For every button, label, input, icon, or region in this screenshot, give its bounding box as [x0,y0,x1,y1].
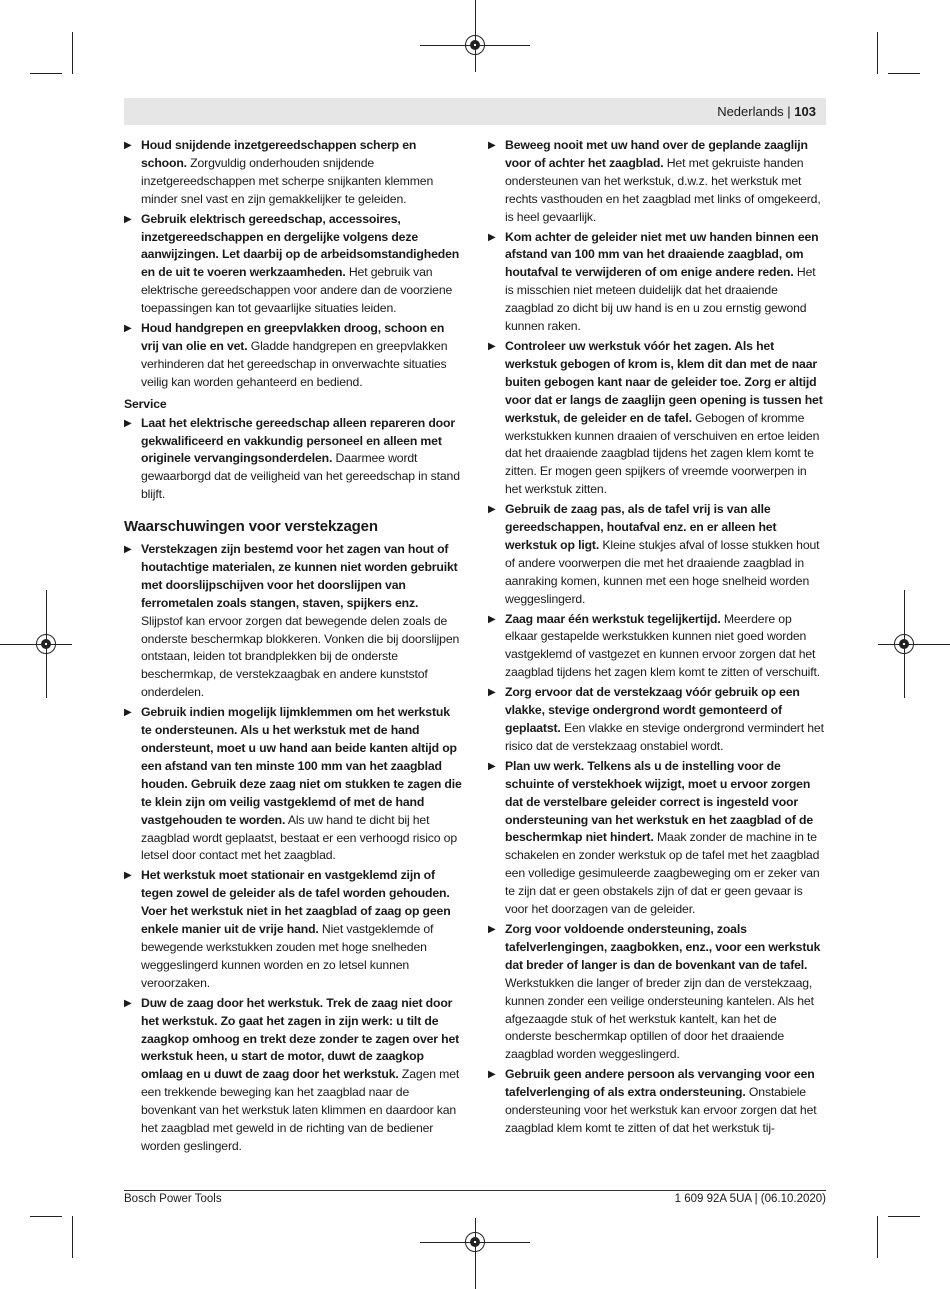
list-item [488,137,826,227]
page-header [717,104,816,119]
footer-document-number: 1 609 92A 5UA | (06.10.2020) [674,1193,826,1205]
service-heading: Service [124,396,167,411]
bullet-arrow-icon: ▶ [124,544,132,556]
crop-mark [30,1216,62,1217]
left-column [124,137,463,1158]
bullet-arrow-icon: ▶ [124,213,132,225]
bullet-arrow-icon: ▶ [488,1069,496,1081]
item-body-text: Een vlakke en stevige ondergrond vermindert het risico dat de verstekzaag onstabiel wordt. [505,721,824,753]
crop-mark [72,1216,73,1258]
miter-saw-warnings-list [124,541,463,1156]
page-number: 103 [794,104,816,119]
bullet-arrow-icon: ▶ [124,997,132,1009]
bullet-arrow-icon: ▶ [488,613,496,625]
crop-mark [30,73,62,74]
item-bold-text: Plan uw werk. Telkens als u de instelling voor de schuinte of verstekhoek wijzigt, moet u ervoor zorgen dat de verstelbare geleider correct is ingesteld voor ondersteuning van het werkstuk en het zaagblad of de beschermkap niet hindert. [505,758,814,845]
header-language: Nederlands [717,104,784,119]
item-body-text: Het is misschien niet meteen duidelijk dat het draaiende zaagblad zo dicht bij uw hand is en u zou ernstig gewond kunnen raken. [505,265,816,334]
bullet-arrow-icon: ▶ [488,923,496,935]
registration-target-icon [36,634,56,654]
item-bold-text: Controleer uw werkstuk vóór het zagen. Als het werkstuk gebogen of krom is, klem dit dan met de naar buiten gebogen kant naar de geleider toe. Zorg er altijd voor dat er langs de zaaglijn geen opening is tussen het werkstuk, de geleider en de tafel. [505,338,823,425]
list-item [124,211,463,318]
item-body-text: Werkstukken die langer of breder zijn dan de verstekzaag, kunnen zonder een veilige ondersteuning kantelen. Als het afgezaagde stuk of het werkstuk kantelt, kan het de onderste beschermkap optillen of door het draaiende zaagblad worden weggeslingerd. [505,975,814,1062]
bullet-arrow-icon: ▶ [124,140,132,151]
item-bold-text: Gebruik elektrisch gereedschap, accessoires, inzetgereedschappen en dergelijke volgens deze aanwijzingen. Let daarbij op de arbeidsomstandigheden en de uit te voeren werkzaamheden. [141,211,460,280]
item-bold-text: Houd snijdende inzetgereedschappen scherp en schoon. [141,138,417,170]
item-body-text: Niet vastgeklemde of bewegende werkstukken zouden met hoge snelheden weggeslingerd kunnen worden en zo letsel kunnen veroorzaken. [141,922,434,990]
bullet-arrow-icon: ▶ [488,340,496,352]
item-bold-text: Zorg voor voldoende ondersteuning, zoals tafelverlengingen, zaagbokken, enz., voor een werkstuk dat breder of langer is dan de bovenkant van de tafel. [505,921,821,972]
bullet-arrow-icon: ▶ [124,707,132,719]
item-body-text: Het met gekruiste handen ondersteunen van het werkstuk, d.w.z. het werkstuk met rechts vasthouden en het zaagblad met links of omgekeerd, is heel gevaarlijk. [505,155,821,224]
list-item [124,137,463,209]
item-body-text: Het gebruik van elektrische gereedschappen voor andere dan de voorziene toepassingen kan tot gevaarlijke situaties leiden. [141,265,453,316]
bullet-arrow-icon: ▶ [124,870,132,882]
list-item [124,415,463,505]
item-body-text: Onstabiele ondersteuning voor het werkstuk kan ervoor zorgen dat het zaagblad klem komt te zitten of dat het werkstuk tij- [505,1085,817,1135]
bullet-arrow-icon: ▶ [488,504,496,516]
miter-saw-warnings-list-continued [488,137,826,1138]
item-bold-text: Beweeg nooit met uw hand over de geplande zaaglijn voor of achter het zaagblad. [505,138,808,170]
item-body-text: Maak zonder de machine in te schakelen en zonder werkstuk op de tafel met het zaagblad een volledige gesimuleerde zaagbeweging om er zeker van te zijn dat er geen obstakels zijn of dat er geen gevaar is voor het doorzagen van de geleider. [505,830,820,917]
item-bold-text: Houd handgrepen en greepvlakken droog, schoon en vrij van olie en vet. [141,321,445,353]
item-bold-text: Duw de zaag door het werkstuk. Trek de zaag niet door het werkstuk. Zo gaat het zagen in zijn werk: u tilt de zaagkop omhoog en trekt deze zonder te zagen over het werkstuk heen, u start de motor, duwt de zaagkop omlaag en u duwt de zaag door het werkstuk. [141,995,460,1082]
list-item [488,611,826,683]
item-body-text: Slijpstof kan ervoor zorgen dat bewegende delen zoals de onderste beschermkap blokkeren. Vonken die bij doorslijpen ontstaan, leiden tot brandplekken bij de onderste beschermkap, de verstekzaagbak en andere kunststof onderdelen. [141,613,460,700]
footer-rule [124,1190,826,1191]
item-body-text: Zagen met een trekkende beweging kan het zaagblad naar de bovenkant van het werkstuk laten klimmen en daardoor kan het zaagblad met geweld in de richting van de bediener worden geslingerd. [141,1067,460,1153]
item-bold-text: Kom achter de geleider niet met uw handen binnen een afstand van 100 mm van het draaiende zaagblad, om houtafval te verwijderen of om enige andere reden. [505,229,819,280]
list-item [488,338,826,499]
crop-mark [877,1216,878,1258]
item-body-text: Gebogen of kromme werkstukken kunnen draaien of verschuiven en ertoe leiden dat het draaiende zaagblad tijdens het zagen klem komt te zitten. Er mogen geen spijkers of vreemde voorwerpen in het werkstuk zitten. [505,410,820,497]
service-list [124,415,463,505]
crop-mark [888,1216,920,1217]
header-separator: | [783,104,795,119]
safety-list [124,137,463,392]
section-heading: Waarschuwingen voor verstekzagen [124,518,378,536]
item-body-text: Zorgvuldig onderhouden snijdende inzetgereedschappen met scherpe snijkanten klemmen minder snel vast en zijn gemakkelijker te geleiden. [141,155,434,206]
registration-target-icon [465,35,485,55]
bullet-arrow-icon: ▶ [488,687,496,699]
item-body-text: Als uw hand te dicht bij het zaagblad wordt geplaatst, bestaat er een verhoogd risico op letsel door contact met het zaagblad. [141,812,457,863]
list-item [124,541,463,702]
item-body-text: Kleine stukjes afval of losse stukken hout of andere voorwerpen die met het draaiende zaagblad in aanraking komen, kunnen met een hoge snelheid worden weggeslingerd. [505,537,820,606]
item-bold-text: Verstekzagen zijn bestemd voor het zagen van hout of houtachtige materialen, ze kunnen niet worden gebruikt met doorslijpschijven voor het doorslijpen van ferrometalen zoals stangen, staven, spijkers enz. [141,542,458,610]
registration-target-icon [894,634,914,654]
item-bold-text: Laat het elektrische gereedschap alleen repareren door gekwalificeerd en vakkundig personeel en alleen met originele vervangingsonderdelen. [141,415,455,466]
list-item [488,229,826,336]
bullet-arrow-icon: ▶ [124,323,132,335]
list-item [488,758,826,919]
registration-line [878,644,950,645]
list-item [488,1066,826,1138]
crop-mark [877,32,878,74]
item-bold-text: Het werkstuk moet stationair en vastgeklemd zijn of tegen zowel de geleider als de tafel worden gehouden. Voer het werkstuk niet in het zaagblad of zaag op geen enkele manier uit de vrije hand. [141,868,451,937]
bullet-arrow-icon: ▶ [488,760,496,772]
right-column [488,137,826,1140]
list-item [124,704,463,865]
item-body-text: Gladde handgrepen en greepvlakken verhinderen dat het gereedschap in onverwachte situaties veilig kan worden gehanteerd en bediend. [141,338,448,389]
crop-mark [888,73,920,74]
item-body-text: Meerdere op elkaar gestapelde werkstukken kunnen niet goed worden vastgeklemd of vastgezet en kunnen ervoor zorgen dat het zaagblad tijdens het zagen klem komt te zitten of verschuift. [505,611,820,680]
registration-line [475,1218,476,1289]
bullet-arrow-icon: ▶ [488,140,496,151]
list-item [124,320,463,392]
list-item [124,867,463,992]
registration-target-icon [465,1232,485,1252]
item-bold-text: Gebruik indien mogelijk lijmklemmen om het werkstuk te ondersteunen. Als u het werkstuk met de hand ondersteunt, moet u uw hand aan beide kanten altijd op een afstand van ten minste 100 mm van het zaagblad houden. Gebruik deze zaag niet om stukken te zagen die te klein zijn om veilig vastgeklemd of met de hand vastgehouden te worden. [141,705,462,827]
list-item [488,501,826,608]
item-bold-text: Gebruik geen andere persoon als vervanging voor een tafelverlenging of als extra ondersteuning. [505,1067,815,1100]
crop-mark [72,32,73,74]
list-item [488,684,826,756]
item-bold-text: Zorg ervoor dat de verstekzaag vóór gebruik op een vlakke, stevige ondergrond wordt gemonteerd of geplaatst. [505,685,800,735]
item-bold-text: Zaag maar één werkstuk tegelijkertijd. [505,611,721,626]
list-item [124,995,463,1156]
item-bold-text: Gebruik de zaag pas, als de tafel vrij is van alle gereedschappen, houtafval enz. en er alleen het werkstuk op ligt. [505,502,777,552]
bullet-arrow-icon: ▶ [124,417,132,429]
list-item [488,921,826,1064]
item-body-text: Daarmee wordt gewaarborgd dat de veiligheid van het gereedschap in stand blijft. [141,451,460,502]
bullet-arrow-icon: ▶ [488,231,496,243]
footer-brand: Bosch Power Tools [124,1193,222,1205]
